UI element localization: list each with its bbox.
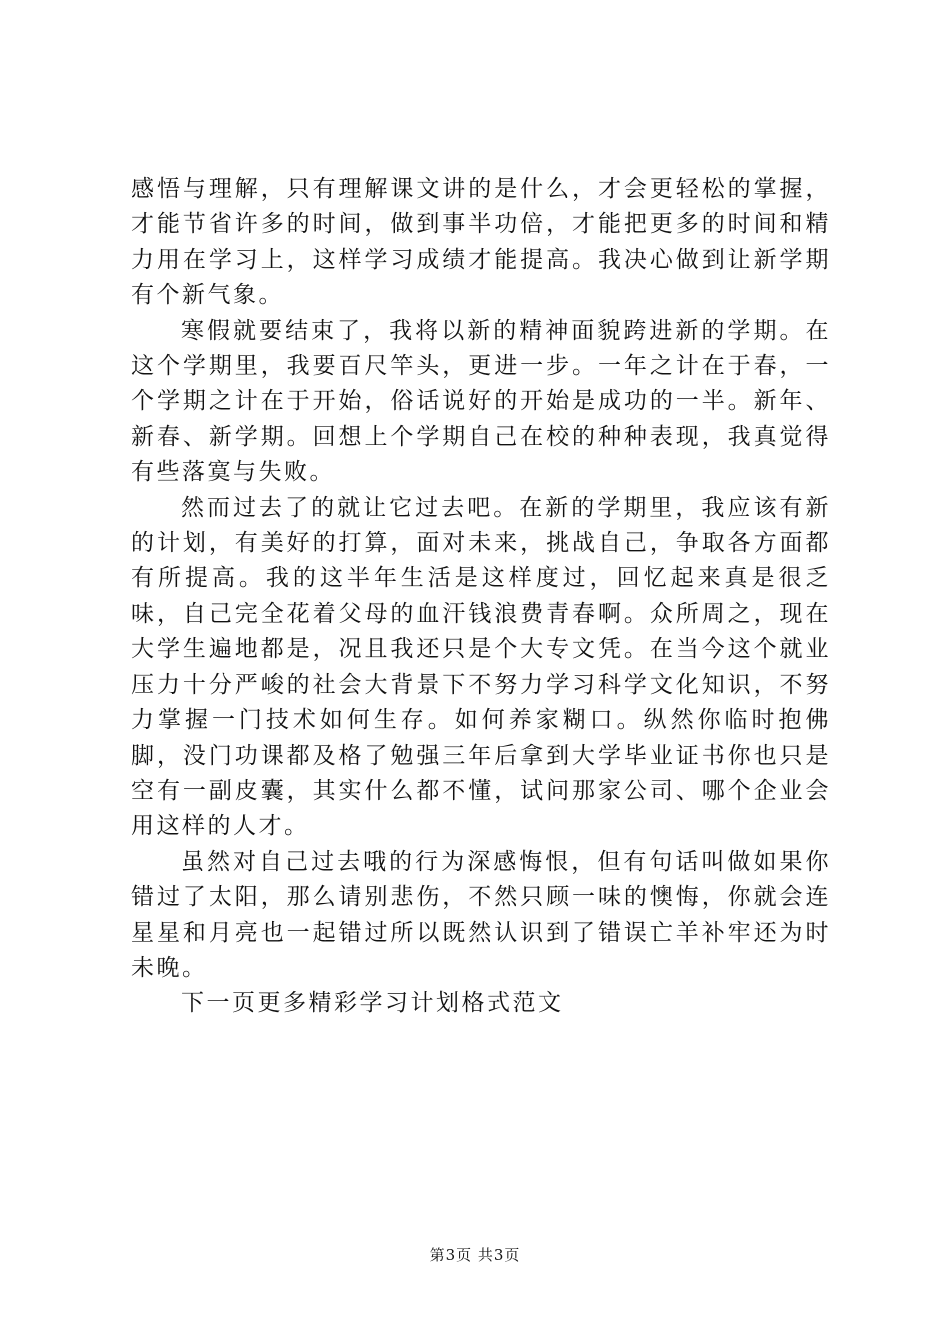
document-body <box>131 172 831 1022</box>
page-number-label: 第3页 共3页 <box>429 1246 521 1264</box>
next-page-link-text: 下一页更多精彩学习计划格式范文 <box>181 990 564 1017</box>
paragraph-2: 寒假就要结束了，我将以新的精神面貌跨进新的学期。在这个学期里，我要百尺竿头，更进一步。一年之计在于春，一个学期之计在于开始，俗话说好的开始是成功的一半。新年、新春、新学期。回想上个学期自己在校的种种表现，我真觉得有些落寞与失败。 <box>131 317 831 486</box>
paragraph-4: 虽然对自己过去哦的行为深感悔恨，但有句话叫做如果你错过了太阳，那么请别悲伤，不然只顾一味的懊悔，你就会连星星和月亮也一起错过所以既然认识到了错误亡羊补牢还为时未晚。 <box>131 848 831 981</box>
paragraph-1: 感悟与理解，只有理解课文讲的是什么，才会更轻松的掌握，才能节省许多的时间，做到事半功倍，才能把更多的时间和精力用在学习上，这样学习成绩才能提高。我决心做到让新学期有个新气象。 <box>131 176 831 309</box>
page-footer <box>0 1244 950 1265</box>
paragraph-3: 然而过去了的就让它过去吧。在新的学期里，我应该有新的计划，有美好的打算，面对未来，挑战自己，争取各方面都有所提高。我的这半年生活是这样度过，回忆起来真是很乏味，自己完全花着父母的血汗钱浪费青春啊。众所周之，现在大学生遍地都是，况且我还只是个大专文凭。在当今这个就业压力十分严峻的社会大背景下不努力学习科学文化知识，不努力掌握一门技术如何生存。如何养家糊口。纵然你临时抱佛脚，没门功课都及格了勉强三年后拿到大学毕业证书你也只是空有一副皮囊，其实什么都不懂，试问那家公司、哪个企业会用这样的人才。 <box>131 494 831 840</box>
